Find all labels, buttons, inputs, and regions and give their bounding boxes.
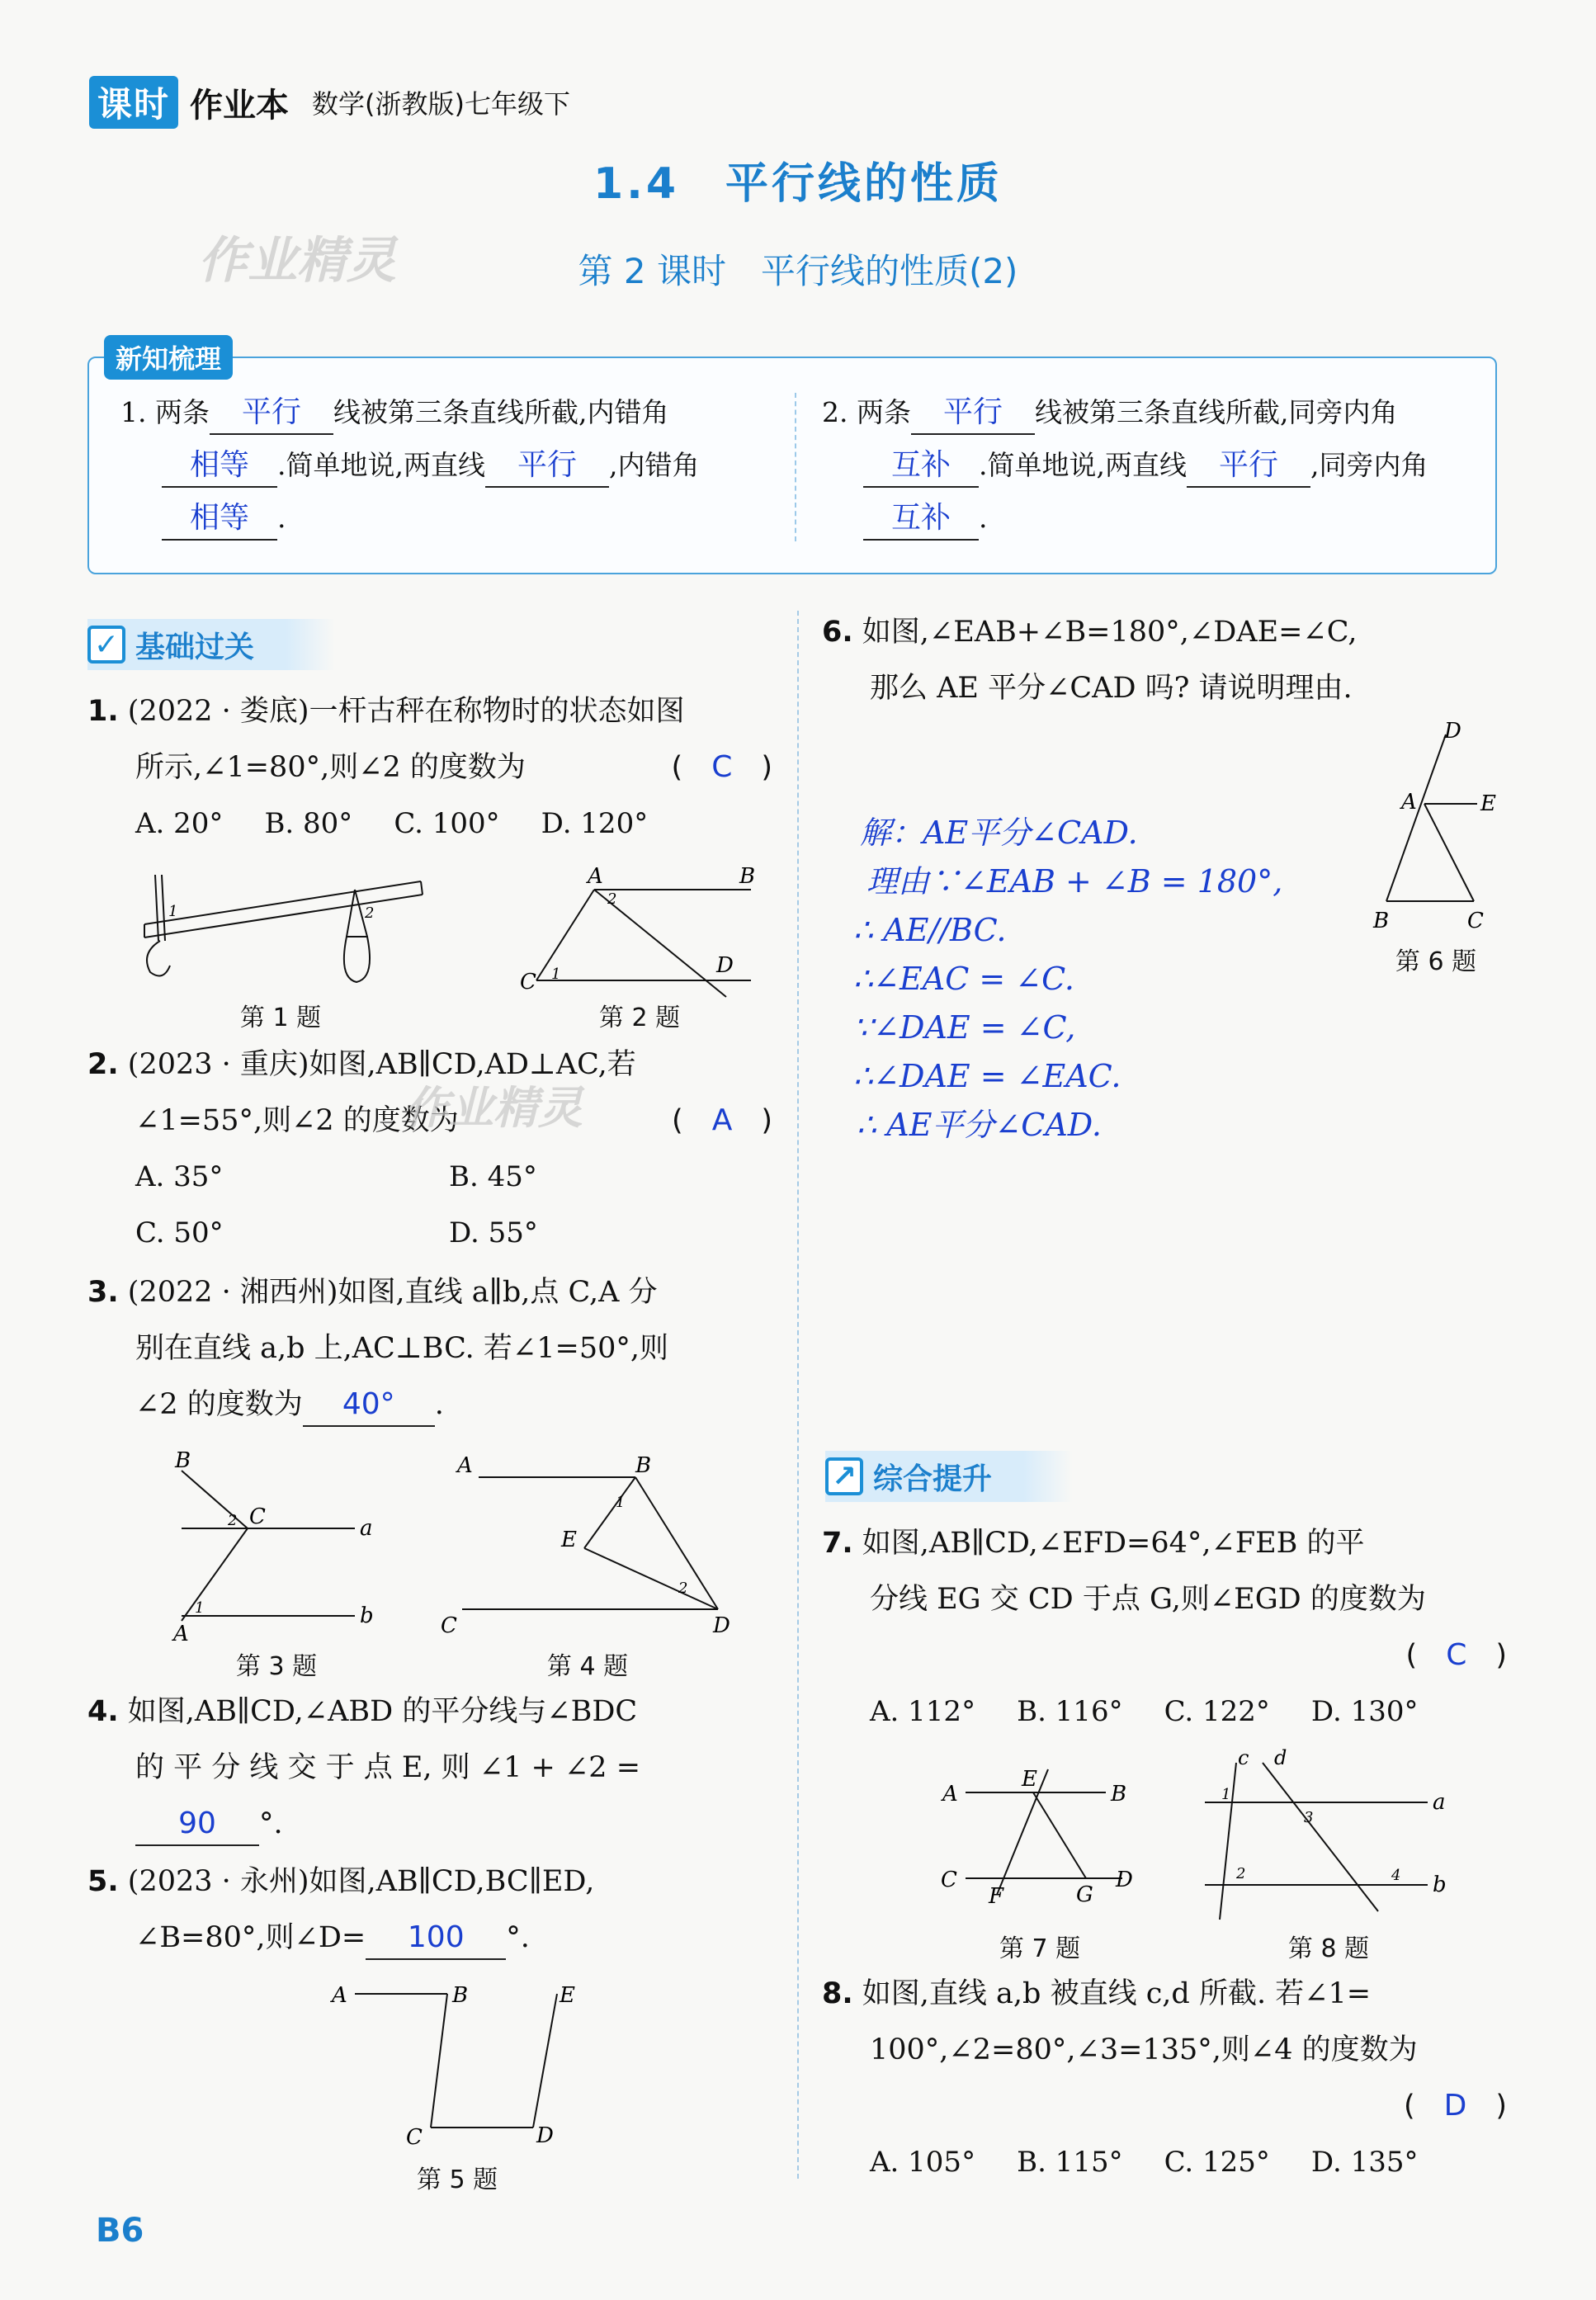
svg-text:D: D (713, 1613, 730, 1638)
text: . (277, 502, 286, 534)
text: 两条 (155, 396, 210, 428)
answer-blank: 100 (366, 1917, 506, 1960)
svg-text:2: 2 (678, 1580, 688, 1597)
question-number: 8. (822, 1977, 853, 2010)
figure-4 (429, 1446, 743, 1644)
svg-text:1: 1 (616, 1494, 626, 1511)
svg-text:D: D (1444, 719, 1461, 744)
question-text: 如图,直线 a,b 被直线 c,d 所截. 若∠1= (862, 1977, 1372, 2010)
option: A. 112° (870, 1695, 976, 1728)
text: °. (259, 1807, 283, 1840)
figure-8 (1197, 1746, 1461, 1928)
svg-text:B: B (1111, 1782, 1127, 1806)
svg-text:1: 1 (168, 903, 178, 920)
svg-text:E: E (561, 1528, 577, 1552)
text: 线被第三条直线所截,同旁内角 (1035, 396, 1398, 428)
answer-blank: 平行 (1187, 445, 1310, 488)
question-text: 那么 AE 平分∠CAD 吗? 请说明理由. (870, 672, 1353, 705)
figure-7 (941, 1753, 1155, 1918)
brand-logo: 课时 (89, 76, 178, 129)
svg-text:1: 1 (195, 1599, 205, 1617)
svg-text:C: C (406, 2125, 423, 2150)
svg-text:A: A (173, 1622, 189, 1644)
solution-line: ∴ AE//BC. (853, 912, 1007, 948)
question-number: 5. (87, 1865, 119, 1898)
summary-item-2 (822, 386, 1482, 545)
answer-blank: 平行 (210, 392, 333, 435)
section-header-advanced (825, 1451, 1073, 1502)
answer-paren: ( C ) (1405, 1638, 1507, 1672)
text: °. (506, 1921, 530, 1954)
text: 两条 (857, 396, 911, 428)
option: A. 20° (135, 807, 224, 840)
figure-1 (132, 858, 437, 999)
column-divider (797, 611, 799, 2179)
svg-text:D: D (716, 953, 734, 978)
answer-paren: ( A ) (672, 1103, 772, 1137)
answer-blank: 40° (303, 1384, 435, 1427)
svg-text:F: F (989, 1884, 1004, 1909)
question-text: 分线 EG 交 CD 于点 G,则∠EGD 的度数为 (870, 1583, 1426, 1616)
option: A. 35° (135, 1160, 224, 1193)
svg-text:2: 2 (607, 890, 617, 908)
text: .简单地说,两直线 (277, 449, 485, 481)
answer: C (1446, 1638, 1467, 1672)
question-text: (2023 · 永州)如图,AB∥CD,BC∥ED, (127, 1865, 595, 1898)
option: B. 80° (264, 807, 353, 840)
svg-text:a: a (360, 1516, 373, 1541)
svg-text:b: b (360, 1603, 374, 1628)
svg-text:c: c (1238, 1746, 1249, 1769)
question-text: (2022 · 湘西州)如图,直线 a∥b,点 C,A 分 (127, 1276, 658, 1309)
answer-blank: 平行 (911, 392, 1035, 435)
watermark: 作业精灵 (404, 1082, 583, 1134)
solution-line: ∵∠DAE = ∠C, (853, 1009, 1076, 1046)
svg-text:d: d (1274, 1746, 1287, 1769)
section-label: 综合提升 (873, 1462, 993, 1496)
options (822, 2134, 1507, 2190)
section-label: 基础过关 (135, 630, 255, 664)
svg-text:D: D (536, 2123, 554, 2148)
svg-text:D: D (1116, 1868, 1133, 1892)
question-number: 3. (87, 1276, 119, 1309)
svg-text:4: 4 (1391, 1867, 1401, 1884)
svg-text:A: A (942, 1782, 958, 1806)
question-text: ∠2 的度数为 (135, 1388, 303, 1421)
summary-tag: 新知梳理 (104, 335, 233, 380)
item-number: 1. (120, 396, 147, 428)
item-number: 2. (822, 396, 848, 428)
figure-caption: 第 3 题 (235, 1652, 318, 1681)
answer: D (1443, 2089, 1467, 2123)
figure-6 (1353, 718, 1518, 941)
figure-caption: 第 2 题 (598, 1004, 681, 1032)
figure-caption: 第 4 题 (546, 1652, 629, 1681)
question-5 (87, 1854, 772, 1966)
question-text: 100°,∠2=80°,∠3=135°,则∠4 的度数为 (870, 2033, 1418, 2066)
options (87, 1149, 772, 1261)
svg-text:E: E (1022, 1767, 1037, 1792)
svg-text:B: B (175, 1448, 191, 1473)
svg-text:B: B (452, 1983, 469, 2008)
svg-text:C: C (441, 1613, 457, 1638)
text: ,内错角 (608, 449, 700, 481)
checkbox-icon: ✓ (87, 626, 125, 664)
brand-name: 作业本 (190, 86, 290, 125)
answer-paren: ( C ) (671, 750, 772, 784)
svg-text:2: 2 (1236, 1865, 1246, 1882)
options (822, 1684, 1507, 1740)
question-3 (87, 1264, 772, 1433)
svg-text:E: E (560, 1983, 575, 2008)
question-text: (2023 · 重庆)如图,AB∥CD,AD⊥AC,若 (127, 1048, 636, 1081)
question-1 (87, 683, 772, 852)
svg-text:E: E (1480, 791, 1496, 816)
answer-blank: 相等 (162, 498, 277, 541)
question-text: ∠1=55°,则∠2 的度数为 (135, 1104, 459, 1137)
text: ,同旁内角 (1310, 449, 1428, 481)
svg-text:1: 1 (1221, 1786, 1231, 1803)
text: 线被第三条直线所截,内错角 (333, 396, 669, 428)
question-number: 7. (822, 1527, 853, 1560)
figure-5 (322, 1969, 594, 2167)
option: D. 120° (541, 807, 649, 840)
options (87, 796, 772, 852)
watermark: 作业精灵 (198, 232, 396, 290)
svg-text:B: B (739, 864, 756, 889)
answer-blank: 相等 (162, 445, 277, 488)
summary-divider (795, 393, 796, 541)
lesson-title: 第 2 课时 平行线的性质(2) (578, 251, 1018, 291)
svg-text:C: C (1467, 909, 1484, 933)
svg-text:1: 1 (551, 966, 561, 983)
question-7 (822, 1515, 1507, 1740)
text: . (434, 1388, 444, 1421)
svg-text:C: C (249, 1504, 266, 1529)
svg-text:A: A (588, 864, 603, 889)
svg-text:3: 3 (1304, 1809, 1314, 1826)
svg-text:A: A (1401, 790, 1417, 815)
question-text: 的 平 分 线 交 于 点 E, 则 ∠1 + ∠2 = (135, 1751, 641, 1784)
question-number: 6. (822, 616, 853, 649)
question-number: 2. (87, 1048, 119, 1081)
answer-blank: 互补 (863, 498, 979, 541)
svg-text:b: b (1433, 1873, 1447, 1897)
answer-blank: 90 (135, 1803, 259, 1846)
svg-text:C: C (520, 970, 536, 994)
option: D. 135° (1310, 2146, 1419, 2179)
solution-q6 (853, 809, 1355, 1150)
solution-line: 理由∵∠EAB + ∠B = 180°, (866, 863, 1283, 900)
svg-text:a: a (1433, 1790, 1446, 1815)
solution-line: ∴∠EAC = ∠C. (853, 961, 1074, 997)
option: D. 130° (1310, 1695, 1419, 1728)
svg-text:A: A (457, 1453, 473, 1478)
question-8 (822, 1966, 1507, 2190)
page-number: B6 (96, 2212, 144, 2250)
option: B. 115° (1017, 2146, 1123, 2179)
question-text: 所示,∠1=80°,则∠2 的度数为 (135, 751, 526, 784)
figure-caption: 第 7 题 (999, 1934, 1081, 1963)
figure-caption: 第 8 题 (1287, 1934, 1370, 1963)
question-2 (87, 1037, 772, 1261)
figure-2 (512, 858, 759, 999)
svg-text:A: A (332, 1983, 347, 2008)
question-text: 如图,∠EAB+∠B=180°,∠DAE=∠C, (862, 616, 1358, 649)
question-text: 如图,AB∥CD,∠ABD 的平分线与∠BDC (127, 1695, 638, 1728)
question-text: ∠B=80°,则∠D= (135, 1921, 366, 1954)
option: C. 125° (1164, 2146, 1270, 2179)
figure-caption: 第 6 题 (1395, 947, 1477, 976)
svg-text:B: B (1373, 909, 1390, 933)
svg-text:C: C (941, 1868, 957, 1892)
svg-text:B: B (635, 1453, 652, 1478)
answer: C (711, 750, 733, 784)
option: C. 100° (394, 807, 500, 840)
option: D. 55° (449, 1216, 538, 1249)
svg-text:2: 2 (228, 1512, 238, 1529)
question-text: (2022 · 娄底)一杆古秤在称物时的状态如图 (127, 695, 685, 728)
solution-line: 解：AE平分∠CAD. (860, 815, 1138, 851)
option: C. 122° (1164, 1695, 1270, 1728)
option: B. 45° (449, 1160, 537, 1193)
summary-item-1 (120, 386, 772, 545)
figure-caption: 第 5 题 (416, 2165, 498, 2194)
answer-blank: 互补 (863, 445, 979, 488)
answer: A (711, 1103, 733, 1137)
option: A. 105° (870, 2146, 976, 2179)
question-6 (822, 604, 1507, 716)
question-number: 4. (87, 1695, 119, 1728)
text: .简单地说,两直线 (979, 449, 1187, 481)
question-4 (87, 1684, 772, 1852)
brand-header (89, 79, 570, 125)
answer-blank: 平行 (485, 445, 609, 488)
chapter-title: 1.4 平行线的性质 (593, 159, 1003, 209)
question-text: 别在直线 a,b 上,AC⊥BC. 若∠1=50°,则 (135, 1332, 668, 1365)
svg-text:2: 2 (365, 904, 375, 922)
solution-line: ∴∠DAE = ∠EAC. (853, 1058, 1121, 1094)
question-number: 1. (87, 695, 119, 728)
solution-line: ∴ AE平分∠CAD. (857, 1107, 1102, 1143)
option: B. 116° (1017, 1695, 1123, 1728)
subject-label: 数学(浙教版)七年级下 (312, 88, 570, 120)
option: C. 50° (135, 1216, 224, 1249)
question-text: 如图,AB∥CD,∠EFD=64°,∠FEB 的平 (862, 1527, 1365, 1560)
figure-3 (165, 1446, 380, 1644)
svg-text:G: G (1076, 1882, 1093, 1907)
figure-caption: 第 1 题 (239, 1004, 322, 1032)
arrow-up-icon: ↗ (825, 1457, 863, 1495)
text: . (979, 502, 988, 534)
section-header-basic (87, 619, 335, 670)
answer-paren: ( D ) (1403, 2089, 1507, 2123)
